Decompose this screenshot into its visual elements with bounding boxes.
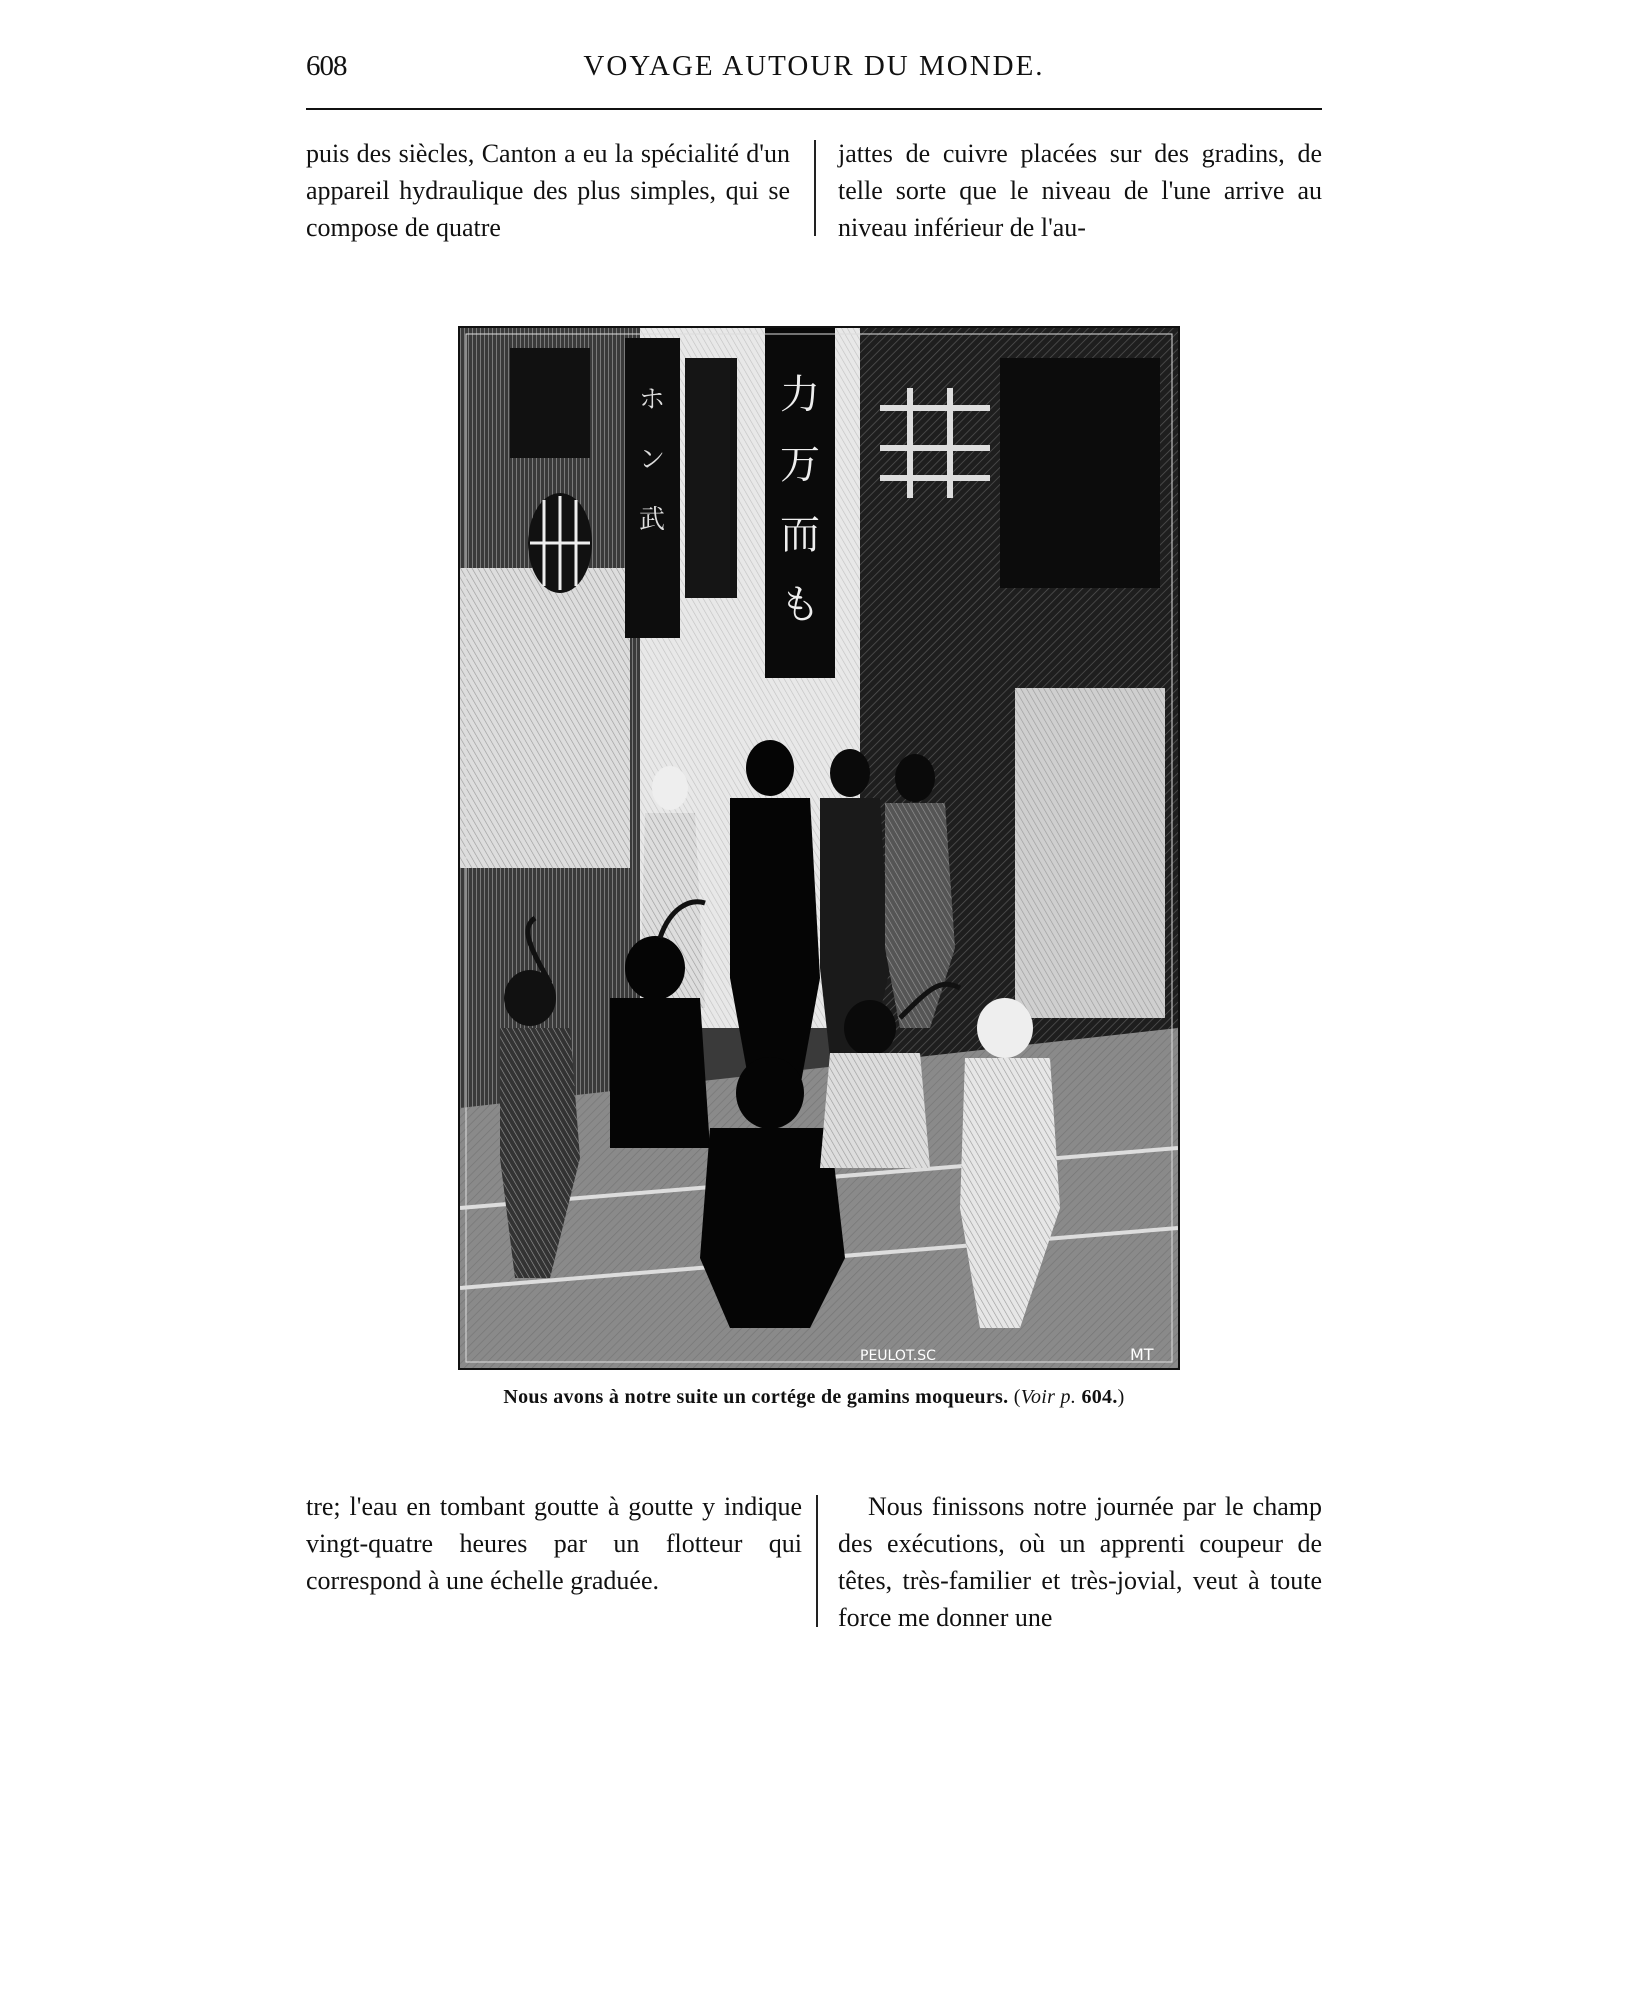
engraving-illustration [458, 326, 1180, 1370]
running-title: VOYAGE AUTOUR DU MONDE. [583, 50, 1045, 82]
svg-text:も: も [780, 582, 820, 628]
caption-ref-close: ) [1117, 1386, 1125, 1408]
top-column-separator [814, 140, 816, 236]
caption-ref-open: ( [1013, 1386, 1021, 1408]
top-left-paragraph: puis des siècles, Canton a eu la spécialité d'un appareil hydraulique des plus simples, qui se compose de quatre [306, 139, 790, 242]
bottom-right-column [838, 1488, 1322, 1636]
engraving-street-scene [460, 328, 1178, 1368]
svg-text:而: 而 [780, 512, 820, 558]
top-right-paragraph: jattes de cuivre placées sur des gradins, de telle sorte que le niveau de l'une arrive au niveau inférieur de l'au- [838, 139, 1322, 242]
engraver-signature: PEULOT.SC [860, 1348, 936, 1364]
bottom-left-column [306, 1488, 802, 1599]
figure-caption [306, 1386, 1322, 1409]
top-left-column [306, 135, 790, 246]
page-number: 608 [306, 50, 347, 82]
svg-text:ン: ン [638, 445, 666, 475]
bottom-right-paragraph: Nous finissons notre journée par le champ des exécutions, où un apprenti coupeur de têtes, très-familier et très-jovial, veut à toute force me donner une [838, 1492, 1322, 1632]
caption-text: Nous avons à notre suite un cortége de gamins moqueurs. [503, 1386, 1009, 1408]
page-header [306, 50, 1322, 100]
caption-ref-number: 604. [1081, 1386, 1118, 1408]
svg-text:武: 武 [638, 505, 666, 535]
header-rule [306, 108, 1322, 110]
caption-ref-italic: Voir p. [1020, 1386, 1077, 1408]
top-right-column [838, 135, 1322, 246]
svg-text:ホ: ホ [638, 385, 666, 415]
svg-text:万: 万 [780, 442, 820, 488]
bottom-column-separator [816, 1495, 818, 1627]
svg-text:力: 力 [780, 372, 820, 418]
artist-monogram: MT [1130, 1345, 1154, 1364]
bottom-left-paragraph: tre; l'eau en tombant goutte à goutte y indique vingt-quatre heures par un flotteur qui correspond à une échelle graduée. [306, 1492, 802, 1595]
